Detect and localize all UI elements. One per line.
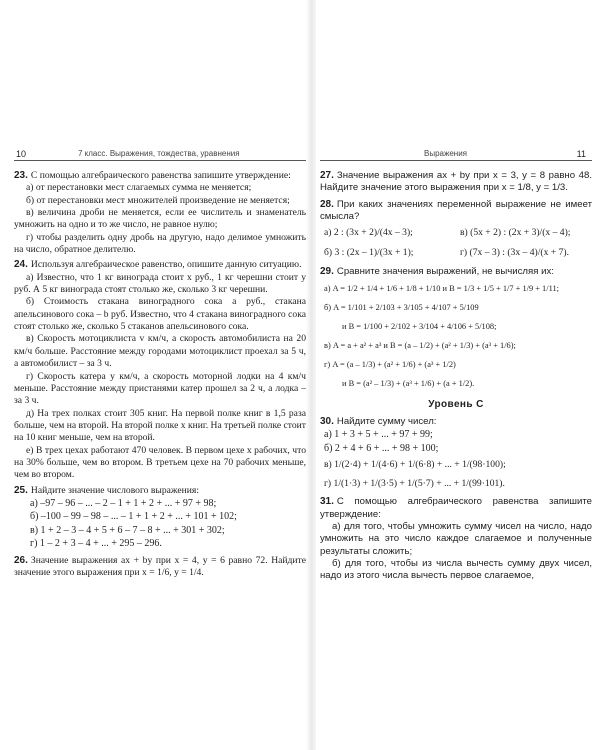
task-26-text: Значение выражения ax + by при x = 4, y = 6 равно 72. Найдите значение этого выражения при x = 1/6, y = 1/4. [14, 554, 306, 579]
task-24-g: г) Скорость катера y км/ч, а скорость моторной лодки на 4 км/ч меньше. Расстояние между пристанями катер прошел за 2 ч, а лодка – за 3 ч. [14, 370, 306, 407]
task-30-a: а) 1 + 3 + 5 + ... + 97 + 99; [324, 429, 433, 441]
page-number-left: 10 [16, 149, 27, 159]
task-23-intro [14, 170, 306, 182]
right-page [320, 0, 592, 750]
task-23-b: б) от перестановки мест множителей произведение не меняется; [26, 194, 290, 206]
task-30-v: в) 1/(2·4) + 1/(4·6) + 1/(6·8) + ... + 1/(98·100); [324, 459, 506, 471]
task-25-number: 25. [14, 484, 28, 496]
task-24-d: д) На трех полках стоит 305 книг. На первой полке книг в 1,5 раза больше, чем на второй. На второй полке x книг. На третьей полке стоит на 10 книг меньше, чем на второй. [14, 407, 306, 444]
task-31-a: а) для того, чтобы умножить сумму чисел на число, надо умножить на это число каждое слагаемое и полученные результаты сложить; [320, 521, 592, 557]
running-head-left [14, 146, 306, 161]
task-28-a: а) 2 : (3x + 2)/(4x – 3); [324, 227, 413, 239]
running-title-left: 7 класс. Выражения, тождества, уравнения [78, 149, 240, 158]
task-25-a: а) –97 – 96 – ... – 2 – 1 + 1 + 2 + ... + 97 + 98; [30, 497, 217, 509]
task-24-intro [14, 259, 306, 271]
task-29-b2: и B = 1/100 + 2/102 + 3/104 + 4/106 + 5/108; [342, 321, 497, 331]
task-23-a: а) от перестановки мест слагаемых сумма не меняется; [26, 182, 252, 194]
task-30-number: 30. [320, 416, 334, 428]
task-29-g2: и B = (a² – 1/3) + (a³ + 1/6) + (a + 1/2). [342, 378, 475, 388]
task-27-number: 27. [320, 170, 334, 181]
task-23-number: 23. [14, 170, 28, 181]
page-number-right: 11 [576, 149, 586, 159]
task-28-options [320, 223, 592, 263]
task-31-b: б) для того, чтобы из числа вычесть сумму двух чисел, надо из этого числа вычесть первое слагаемое, [320, 558, 592, 582]
task-31-number: 31. [320, 496, 334, 508]
task-25-text: Найдите значение числового выражения: [30, 484, 199, 496]
task-31-intro [320, 496, 592, 521]
left-page [14, 0, 306, 750]
task-30-text: Найдите сумму чисел: [336, 416, 437, 428]
level-heading: Уровень С [428, 398, 484, 410]
task-29-intro [320, 266, 592, 278]
task-31-text: С помощью алгебраического равенства запишите утверждение: [320, 496, 592, 520]
task-24-number: 24. [14, 259, 28, 271]
task-29-v: в) A = a + a² + a³ и B = (a – 1/2) + (a² + 1/3) + (a³ + 1/6); [324, 340, 516, 350]
task-30-intro [320, 416, 592, 428]
book-gutter [306, 0, 316, 750]
task-28-text: При каких значениях переменной выражение не имеет смысла? [320, 198, 592, 223]
task-28-number: 28. [320, 198, 334, 210]
task-25-b: б) –100 – 99 – 98 – ... – 1 + 1 + 2 + ... + 101 + 102; [30, 511, 237, 523]
task-23-v: в) величина дроби не меняется, если ее числитель и знаменатель умножить на одно и то же число, не равное нулю; [14, 207, 306, 231]
task-27-text: Значение выражения ax + by при x = 3, y = 8 равно 48. Найдите значение этого выражения при x = 1/8, y = 1/3. [320, 170, 592, 194]
task-25-intro [14, 485, 306, 497]
task-25-v: в) 1 + 2 – 3 – 4 + 5 + 6 – 7 – 8 + ... + 301 + 302; [30, 524, 225, 536]
running-head-right [320, 146, 592, 161]
task-30-b: б) 2 + 4 + 6 + ... + 98 + 100; [324, 442, 439, 454]
left-content [14, 170, 306, 580]
task-30-g: г) 1/(1·3) + 1/(3·5) + 1/(5·7) + ... + 1/(99·101). [324, 478, 505, 490]
task-24-b: б) Стоимость стакана виноградного сока a руб., стакана апельсинового сока – b руб. Известно, что 4 стакана виноградного сока стоят столько же, сколько 5 стаканов апельсинового сока. [14, 296, 306, 333]
task-29-text: Сравните значения выражений, не вычисляя их: [336, 266, 554, 278]
task-28-v: в) (5x + 2) : (2x + 3)/(x – 4); [460, 227, 571, 239]
task-29-a: а) A = 1/2 + 1/4 + 1/6 + 1/8 + 1/10 и B = 1/3 + 1/5 + 1/7 + 1/9 + 1/11; [324, 283, 559, 293]
task-24-v: в) Скорость мотоциклиста v км/ч, а скорость автомобилиста на 20 км/ч больше. Расстояние между городами мотоциклист проехал за 5 ч, а автомобилист – за 3 ч. [14, 333, 306, 370]
task-24-a: а) Известно, что 1 кг винограда стоит x руб., 1 кг черешни стоит y руб. А 5 кг винограда стоят столько же, сколько 3 кг черешни. [14, 271, 306, 296]
task-24-e: е) В трех цехах работают 470 человек. В первом цехе x рабочих, что на 30% больше, чем во втором. В третьем цехе на 70 рабочих меньше, чем во втором. [14, 444, 306, 481]
task-25-g: г) 1 – 2 + 3 – 4 + ... + 295 – 296. [30, 538, 162, 550]
task-24-text: Используя алгебраическое равенство, опишите данную ситуацию. [30, 259, 302, 271]
task-28-g: г) (7x – 3) : (3x – 4)/(x + 7). [460, 247, 569, 259]
task-23-g: г) чтобы разделить одну дробь на другую, надо делимое умножить на число, обратное делителю. [14, 231, 306, 256]
task-29-g1: г) A = (a – 1/3) + (a² + 1/6) + (a³ + 1/2) [324, 359, 456, 369]
task-29-number: 29. [320, 266, 334, 278]
task-26-number: 26. [14, 554, 28, 566]
running-title-right: Выражения [424, 149, 468, 158]
task-28-b: б) 3 : (2x – 1)/(3x + 1); [324, 247, 414, 259]
task-28-intro [320, 199, 592, 224]
task-23-text: С помощью алгебраического равенства запишите утверждение: [30, 170, 291, 181]
task-26 [14, 555, 306, 580]
right-content [320, 170, 592, 583]
task-29-b1: б) A = 1/101 + 2/103 + 3/105 + 4/107 + 5/109 [324, 302, 479, 312]
task-27 [320, 170, 592, 195]
